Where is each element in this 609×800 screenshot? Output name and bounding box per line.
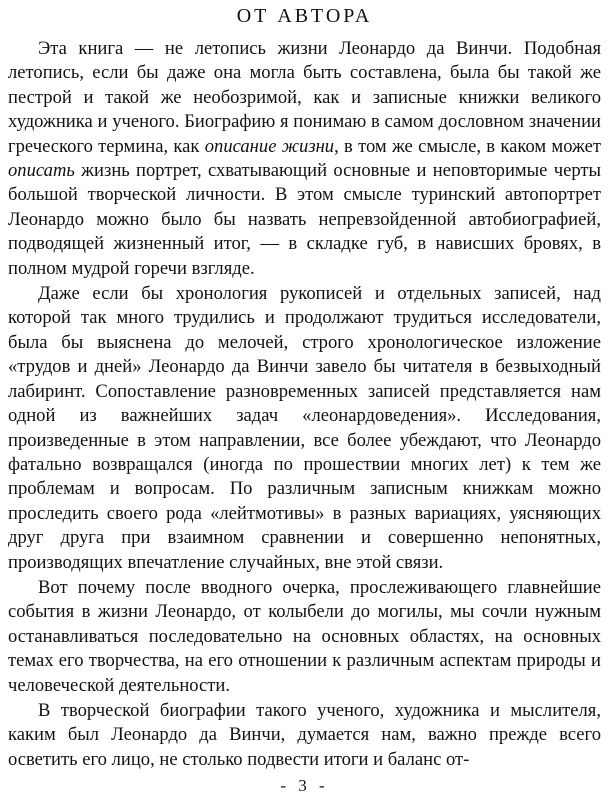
paragraph-1-part-a: Эта книга — не летопись жизни Леонардо да Винчи. Подобная летопись, если бы даже она могла быть составлена, была бы такой же пестрой и такой же необозримой, как и записные книжки великого художника и ученого. Биографию я понимаю в самом дословном значении греческого термина, как bbox=[8, 38, 601, 157]
paragraph-3: Вот почему после вводного очерка, прослеживающего главнейшие события в жизни Леонардо, от колыбели до могилы, мы сочли нужным останавливаться последовательно на основных областях, на основных темах его творчества, на его отношении к различным аспектам природы и человеческой деятельности. bbox=[8, 576, 601, 696]
chapter-title: ОТ АВТОРА bbox=[236, 5, 373, 27]
paragraph-1-emphasis-1: описание жизни bbox=[204, 135, 335, 157]
paragraph-4: В творческой биографии такого ученого, художника и мыслителя, каким был Леонардо да Винчи, думается нам, важно прежде всего осветить его лицо, не столько подвести итоги и баланс от- bbox=[8, 699, 601, 770]
paragraph-1-emphasis-2: описать bbox=[8, 160, 75, 182]
paragraph-1-part-c: жизнь портрет, схватывающий основные и неповторимые черты большой творческой личности. В этом смысле туринский автопортрет Леонардо можно было бы назвать непревзойденной автобиографией, подводящей жизненный итог, — в складке губ, в нависших бровях, в полном мудрой горечи взгляде. bbox=[8, 160, 601, 279]
paragraph-1 bbox=[8, 37, 601, 281]
paragraph-1-part-b: , в том же смысле, в каком может bbox=[334, 135, 602, 157]
paragraph-2: Даже если бы хронология рукописей и отдельных записей, над которой так много трудились и продолжают трудиться исследователи, была бы выяснена до мелочей, строго хронологическое изложение «трудов и дней» Леонардо да Винчи завело бы читателя в безвыходный лабиринт. Сопоставление разновременных записей представляется нам одной из важнейших задач «леонардоведения». Исследования, произведенные в этом направлении, все более убеждают, что Леонардо фатально возвращался (иногда по прошествии многих лет) к тем же проблемам и вопросам. По различным записным книжкам можно проследить своего рода «лейтмотивы» в разных вариациях, уясняющих друг друга при взаимном сравнении и совершенно непонятных, производящих впечатление случайных, вне этой связи. bbox=[8, 283, 601, 573]
page-number: - 3 - bbox=[280, 776, 329, 795]
body-text bbox=[8, 37, 601, 772]
